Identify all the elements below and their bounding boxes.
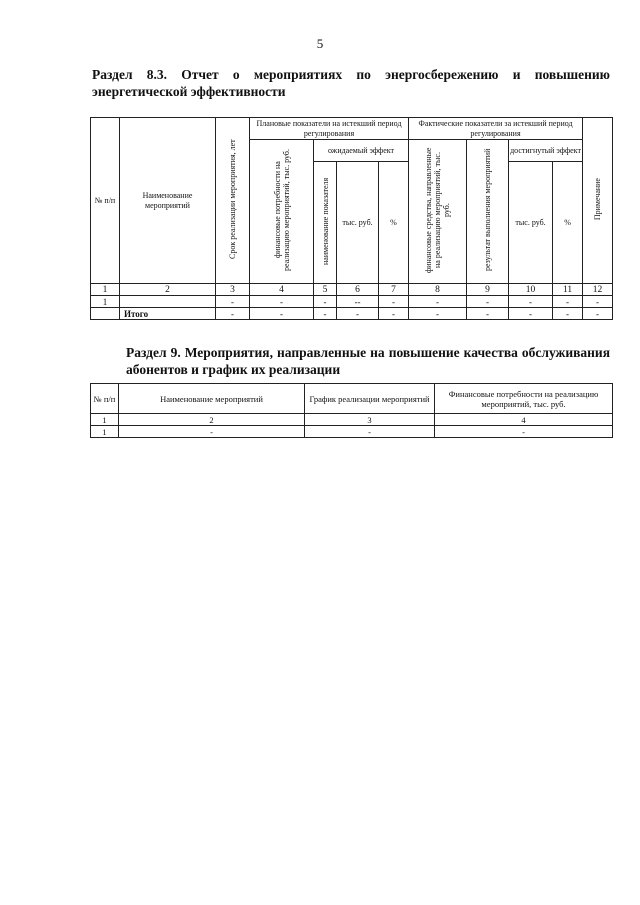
col-num: 2: [120, 284, 216, 296]
header-actual-fin: финансовые средства, направленные на реализацию мероприятий, тыс. руб.: [409, 140, 467, 284]
cell: -: [553, 296, 583, 308]
cell: -: [583, 296, 613, 308]
header-planned-fin: финансовые потребности на реализацию мероприятий, тыс. руб.: [250, 140, 314, 284]
cell: [120, 296, 216, 308]
header-result: результат выполнения мероприятий: [467, 140, 509, 284]
energy-saving-report-table: [90, 117, 613, 320]
col-num: 10: [509, 284, 553, 296]
col-num: 12: [583, 284, 613, 296]
header-name: Наименование мероприятий: [120, 118, 216, 284]
section-8-3-title: Раздел 8.3. Отчет о мероприятиях по энергосбережению и повышению энергетической эффективности: [92, 67, 610, 99]
service-quality-table: [90, 383, 613, 438]
cell: -: [250, 296, 314, 308]
total-label: Итого: [120, 308, 216, 320]
table-row: [91, 426, 613, 438]
col-num: 1: [91, 414, 119, 426]
header-num: № п/п: [91, 118, 120, 284]
cell: -: [409, 296, 467, 308]
cell: -: [216, 308, 250, 320]
cell: --: [337, 296, 379, 308]
col-num: 5: [314, 284, 337, 296]
cell: -: [467, 296, 509, 308]
column-numbers-row: [91, 284, 613, 296]
cell: -: [250, 308, 314, 320]
header-num: № п/п: [91, 384, 119, 414]
cell: -: [379, 308, 409, 320]
cell: -: [583, 308, 613, 320]
cell: -: [119, 426, 305, 438]
section-9-title: Раздел 9. Мероприятия, направленные на повышение качества обслуживания абонентов и график их реализации: [126, 345, 610, 377]
header-percent: %: [379, 162, 409, 284]
col-num: 6: [337, 284, 379, 296]
header-achieved-effect: достигнутый эффект: [509, 140, 583, 162]
col-num: 7: [379, 284, 409, 296]
header-expected-effect: ожидаемый эффект: [314, 140, 409, 162]
column-numbers-row: [91, 414, 613, 426]
header-schedule: График реализации мероприятий: [305, 384, 435, 414]
cell: -: [379, 296, 409, 308]
cell: -: [314, 308, 337, 320]
cell: -: [314, 296, 337, 308]
table-row: [91, 296, 613, 308]
col-num: 2: [119, 414, 305, 426]
cell: -: [409, 308, 467, 320]
header-thousand-rub: тыс. руб.: [337, 162, 379, 284]
col-num: 4: [250, 284, 314, 296]
page-number: 5: [316, 36, 324, 51]
total-row: [91, 308, 613, 320]
header-note: Примечание: [583, 118, 613, 284]
cell: -: [509, 296, 553, 308]
col-num: 11: [553, 284, 583, 296]
header-actual-group: Фактические показатели за истекший период регулирования: [409, 118, 583, 140]
col-num: 1: [91, 284, 120, 296]
cell: -: [509, 308, 553, 320]
cell: 1: [91, 426, 119, 438]
header-indicator-name: наименование показателя: [314, 162, 337, 284]
col-num: 4: [435, 414, 613, 426]
cell: -: [216, 296, 250, 308]
cell: -: [337, 308, 379, 320]
header-planned-group: Плановые показатели на истекший период регулирования: [250, 118, 409, 140]
col-num: 8: [409, 284, 467, 296]
header-name: Наименование мероприятий: [119, 384, 305, 414]
cell: 1: [91, 296, 120, 308]
cell: -: [305, 426, 435, 438]
cell: -: [467, 308, 509, 320]
col-num: 3: [216, 284, 250, 296]
header-thousand-rub-2: тыс. руб.: [509, 162, 553, 284]
cell: [91, 308, 120, 320]
cell: -: [435, 426, 613, 438]
header-term: Срок реализации мероприятия, лет: [216, 118, 250, 284]
cell: -: [553, 308, 583, 320]
col-num: 9: [467, 284, 509, 296]
header-fin: Финансовые потребности на реализацию мероприятий, тыс. руб.: [435, 384, 613, 414]
col-num: 3: [305, 414, 435, 426]
header-percent-2: %: [553, 162, 583, 284]
